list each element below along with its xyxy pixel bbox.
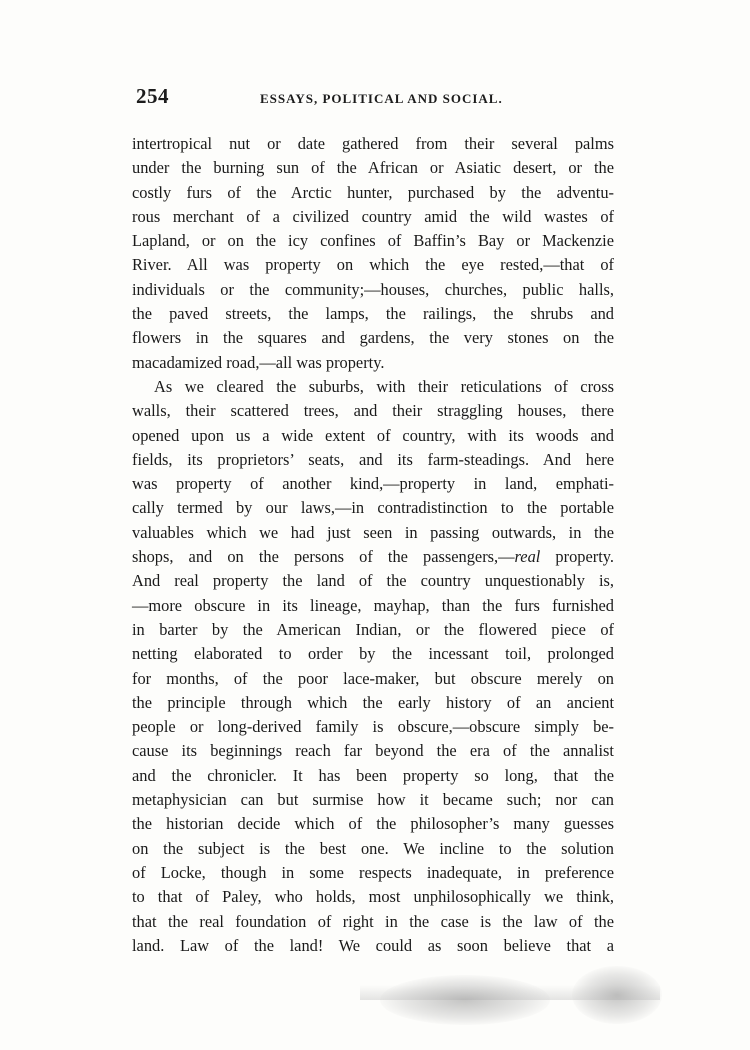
text-line: land. Law of the land! We could as soon believe that a: [132, 935, 614, 955]
page-header: [136, 84, 616, 114]
text-line: And real property the land of the country unquestionably is,: [132, 571, 614, 591]
text-line: River. All was property on which the eye rested,—that of: [132, 255, 614, 275]
text-line: intertropical nut or date gathered from their several palms: [132, 134, 614, 153]
text-line: walls, their scattered trees, and their straggling houses, there: [132, 401, 614, 421]
text-line: in barter by the American Indian, or the flowered piece of: [132, 619, 614, 639]
text-line: fields, its proprietors’ seats, and its farm-steadings. And here: [132, 449, 614, 469]
text-line: metaphysician can but surmise how it became such; nor can: [132, 790, 614, 810]
text-line: individuals or the community;—houses, churches, public halls,: [132, 279, 614, 299]
text-span: shops, and on the persons of the passengers,—: [132, 547, 515, 567]
text-line: to that of Paley, who holds, most unphilosophically we think,: [132, 887, 614, 907]
thumb-shadow-left: [380, 975, 550, 1025]
text-line: the principle through which the early history of an ancient: [132, 692, 614, 712]
text-line: the historian decide which of the philosopher’s many guesses: [132, 814, 614, 834]
text-line: and the chronicler. It has been property so long, that the: [132, 765, 614, 785]
text-line: —more obscure in its lineage, mayhap, than the furs furnished: [132, 595, 614, 615]
text-line: cally termed by our laws,—in contradistinction to the portable: [132, 498, 614, 518]
text-line: people or long-derived family is obscure,—obscure simply be-: [132, 717, 614, 737]
italic-word: real: [514, 547, 541, 567]
text-line: rous merchant of a civilized country amid the wild wastes of: [132, 206, 614, 226]
paragraph-first-line: As we cleared the suburbs, with their reticulations of cross: [154, 376, 614, 396]
text-span: property.: [540, 547, 614, 567]
page-number: 254: [136, 84, 169, 108]
text-line: cause its beginnings reach far beyond the era of the annalist: [132, 741, 614, 761]
text-line-with-italic: [132, 545, 614, 569]
text-line: the paved streets, the lamps, the railings, the shrubs and: [132, 304, 614, 324]
text-line: Lapland, or on the icy confines of Baffin’s Bay or Mackenzie: [132, 231, 614, 251]
text-line: under the burning sun of the African or Asiatic desert, or the: [132, 158, 614, 178]
text-line: of Locke, though in some respects inadequate, in preference: [132, 862, 614, 882]
body-text: [132, 132, 614, 958]
text-line: netting elaborated to order by the incessant toil, prolonged: [132, 644, 614, 664]
text-line: was property of another kind,—property in land, emphati-: [132, 474, 614, 494]
thumb-shadow-right: [572, 966, 662, 1024]
text-line: macadamized road,—all was property.: [132, 352, 385, 372]
text-line: costly furs of the Arctic hunter, purchased by the adventu-: [132, 182, 614, 202]
text-line: opened upon us a wide extent of country, with its woods and: [132, 425, 614, 445]
text-line: on the subject is the best one. We incline to the solution: [132, 838, 614, 858]
text-line: for months, of the poor lace-maker, but obscure merely on: [132, 668, 614, 688]
text-line: flowers in the squares and gardens, the very stones on the: [132, 328, 614, 348]
text-line: that the real foundation of right in the case is the law of the: [132, 911, 614, 931]
running-head: ESSAYS, POLITICAL AND SOCIAL.: [260, 91, 503, 106]
text-line: valuables which we had just seen in passing outwards, in the: [132, 522, 614, 542]
